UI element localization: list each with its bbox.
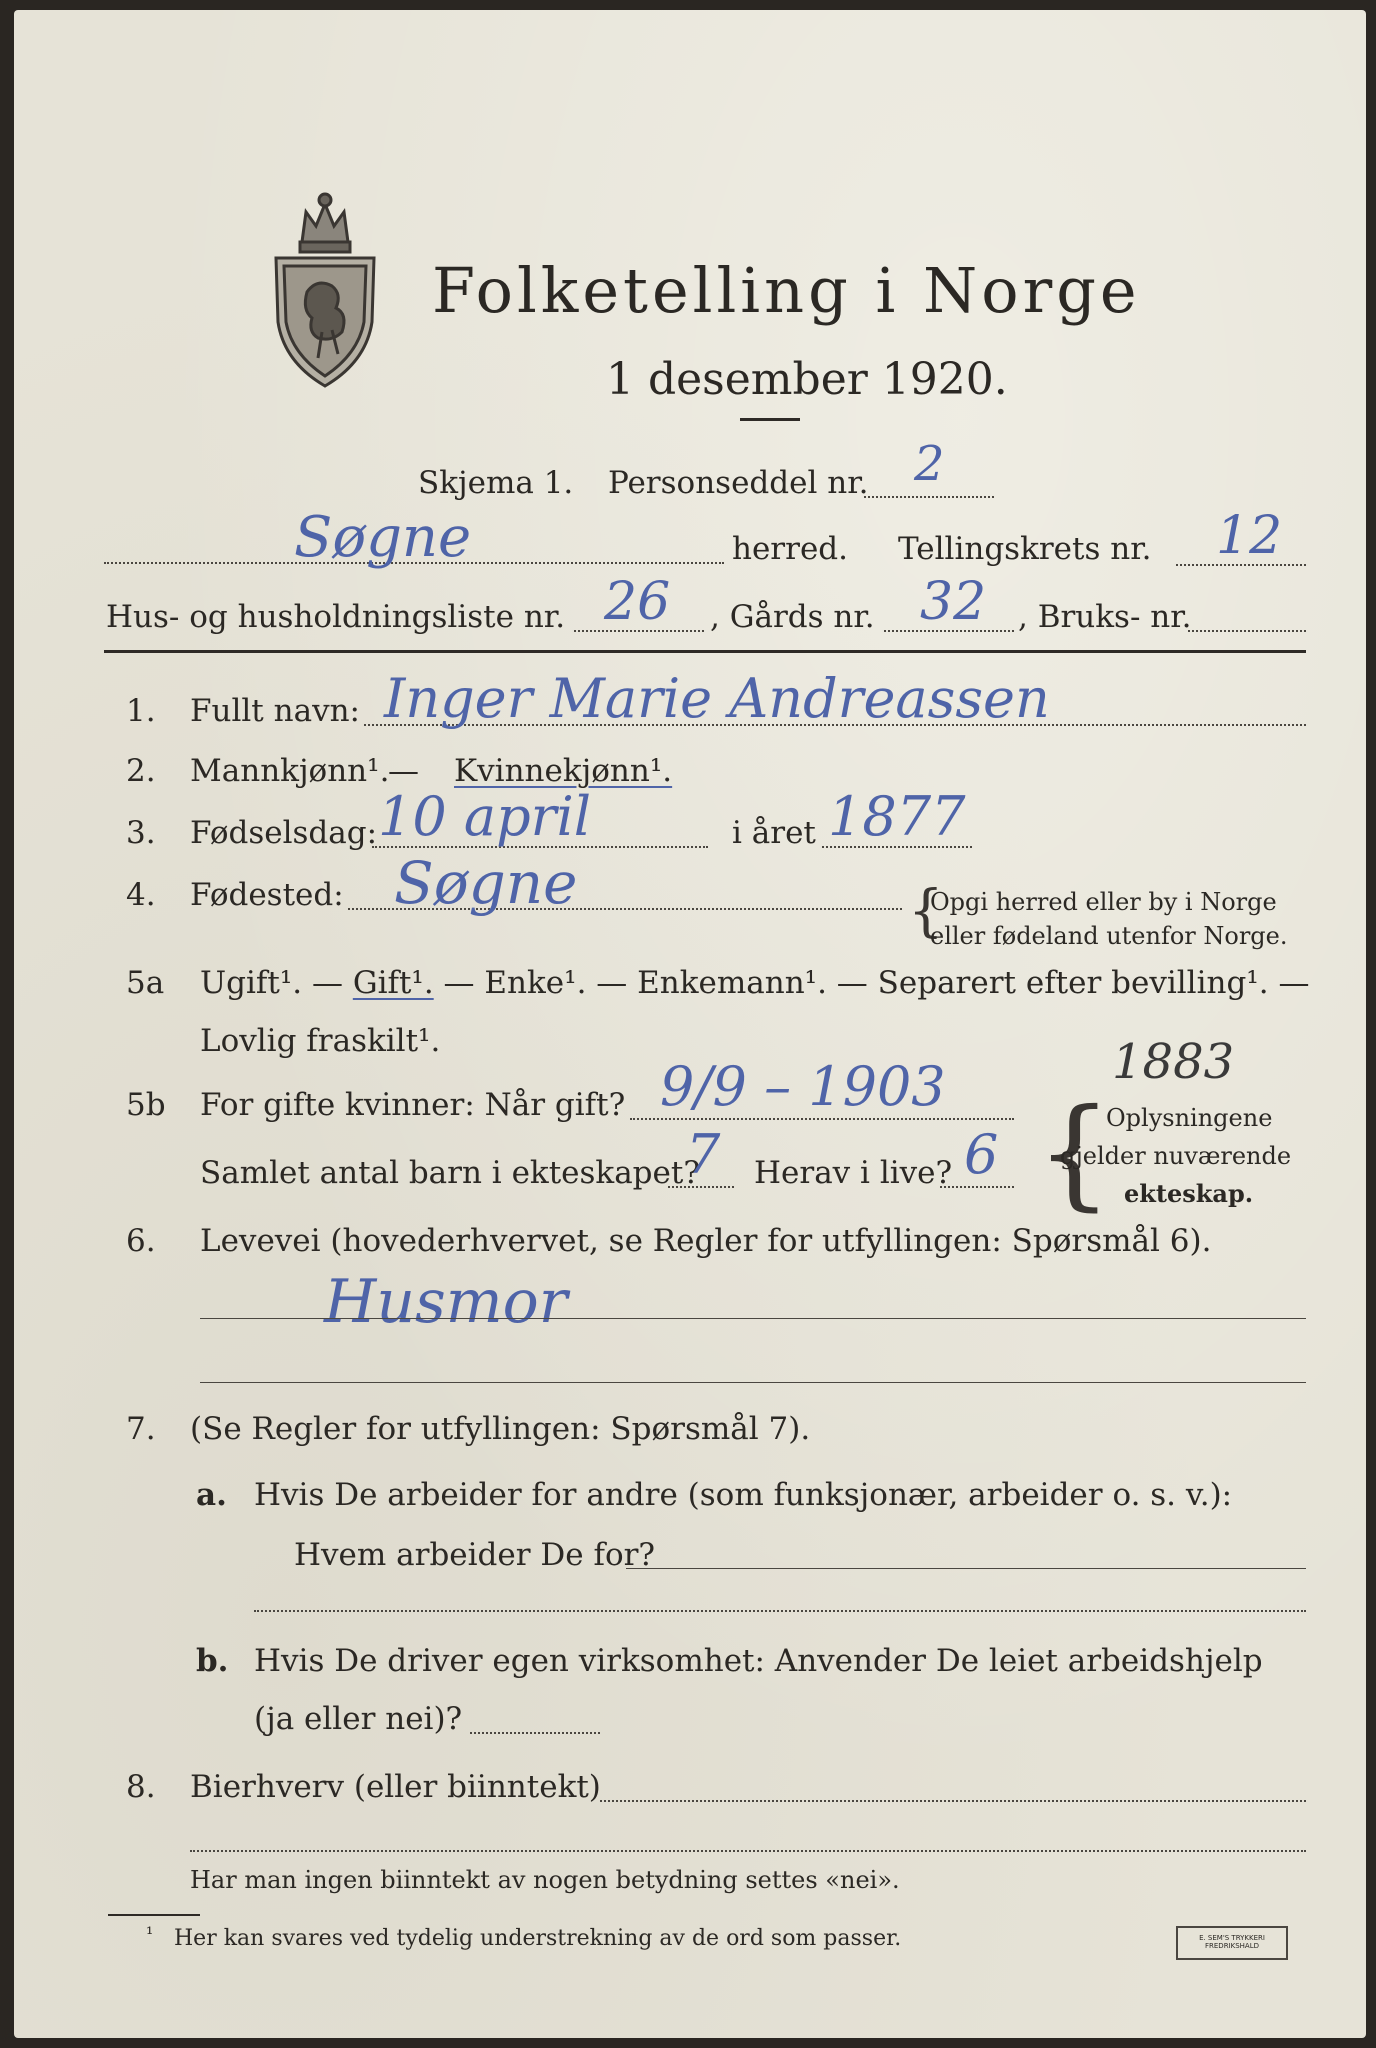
q3-label: Fødselsdag: [190,815,378,851]
herred-label: herred. [732,531,848,567]
q6-value: Husmor [324,1267,568,1337]
q4-note-2: eller fødeland utenfor Norge. [930,922,1288,950]
q8-line [600,1800,1306,1802]
q4-brace: { [908,879,944,944]
q5a-number: 5a [126,965,165,1001]
q5b-note-3: ekteskap. [1124,1179,1254,1208]
q5b-note-2 [1060,1144,1291,1168]
q7b-line1: Hvis De driver egen virksomhet: Anvender De leiet arbeidshjelp [254,1643,1263,1679]
q3-aaret-value: 1877 [828,785,966,848]
q2-number: 2. [126,753,156,789]
q8-line-2 [190,1850,1306,1852]
q7-number: 7. [126,1411,156,1447]
herred-value: Søgne [294,505,472,570]
footnote-mark: ¹ [146,1924,154,1945]
q2-mann: Mannkjønn¹. [190,753,390,789]
q1-number: 1. [126,693,156,729]
q5a-gift: Gift¹. [352,965,434,1001]
q4-number: 4. [126,877,156,913]
personseddel-label: Personseddel nr. [608,465,869,501]
q7a-line1: Hvis De arbeider for andre (som funksjonær, arbeider o. s. v.): [254,1477,1233,1513]
q7b-number: b. [196,1643,229,1679]
gards-value: 32 [920,572,987,632]
footnote-divider [108,1914,200,1916]
q4-value: Søgne [394,849,578,917]
q6-label: Levevei (hovederhvervet, se Regler for utfyllingen: Spørsmål 6). [200,1223,1212,1259]
q6-line-2 [200,1382,1306,1383]
census-date: 1 desember 1920. [606,354,1008,405]
q4-label: Fødested: [190,877,344,913]
footnote-text: Her kan svares ved tydelig understrekning av de ord som passer. [174,1926,902,1951]
q8-label: Bierhverv (eller biinntekt) [190,1769,601,1805]
q6-line-1 [200,1318,1306,1319]
q7b-line [470,1732,600,1734]
q7a-line2: Hvem arbeider De for? [294,1537,656,1573]
nei-note: Har man ingen biinntekt av nogen betydning settes «nei». [190,1866,900,1894]
q3-number: 3. [126,815,156,851]
q5b-line [630,1118,1014,1120]
q1-label: Fullt navn: [190,693,360,729]
q6-number: 6. [126,1223,156,1259]
q5b-brace: { [1036,1084,1113,1223]
personseddel-line [864,496,994,498]
q5b-barn-label: Samlet antal barn i ekteskapet? [200,1155,700,1191]
q5b-barn-value: 7 [686,1123,721,1186]
q5a-line2: Lovlig fraskilt¹. [200,1023,441,1059]
q2-dash: — [388,753,419,789]
q3-aaret-label: i året [732,815,816,851]
q5b-number: 5b [126,1087,166,1123]
gards-label: , Gårds nr. [710,599,875,635]
q7-label: (Se Regler for utfyllingen: Spørsmål 7). [190,1411,811,1447]
q5a-rest: — Enke¹. — Enkemann¹. — Separert efter bevilling¹. — [433,965,1310,1001]
personseddel-value: 2 [914,436,945,492]
title-underline [740,418,800,421]
q5b-barn-line [668,1186,734,1188]
tellingskrets-value: 12 [1216,506,1283,566]
q1-value: Inger Marie Andreassen [384,667,1050,730]
q7a-line [626,1568,1306,1569]
q5b-note-1: Oplysningene [1106,1104,1273,1132]
q7a-number: a. [196,1477,227,1513]
q5b-ilive-value: 6 [964,1123,999,1186]
q5b-label: For gifte kvinner: Når gift? [200,1087,626,1123]
bruks-label: , Bruks- nr. [1018,599,1192,635]
q3-value: 10 april [378,785,591,848]
q7a-line-2 [254,1610,1306,1612]
tellingskrets-label: Tellingskrets nr. [898,531,1152,567]
hus-value: 26 [604,572,671,632]
q8-number: 8. [126,1769,156,1805]
q5a-line1 [200,965,1310,1001]
q7b-line2: (ja eller nei)? [254,1701,463,1737]
printer-mark [1176,1926,1288,1960]
q5b-ilive-line [940,1186,1014,1188]
q5b-margin-note: 1883 [1112,1034,1235,1090]
q5b-ilive-label: Herav i live? [754,1155,953,1191]
q5b-note-2-text: gjelder nuværende [1060,1142,1292,1170]
header-divider [104,650,1306,653]
skjema-label: Skjema 1. [418,465,574,501]
printer-line-1: E. SEM'S TRYKKERI [1199,1934,1265,1942]
q4-note-1: Opgi herred eller by i Norge [930,888,1277,916]
printer-line-2: FREDRIKSHALD [1204,1942,1259,1950]
bruks-line [1188,630,1306,632]
form-title: Folketelling i Norge [432,254,1141,327]
q5b-value: 9/9 – 1903 [660,1055,946,1118]
hus-label: Hus- og husholdningsliste nr. [106,599,566,635]
q2-kvinne: Kvinnekjønn¹. [454,753,673,789]
q5a-ugift: Ugift¹. — [200,965,353,1001]
census-form-page [14,10,1366,2038]
coat-of-arms-icon [262,182,388,390]
